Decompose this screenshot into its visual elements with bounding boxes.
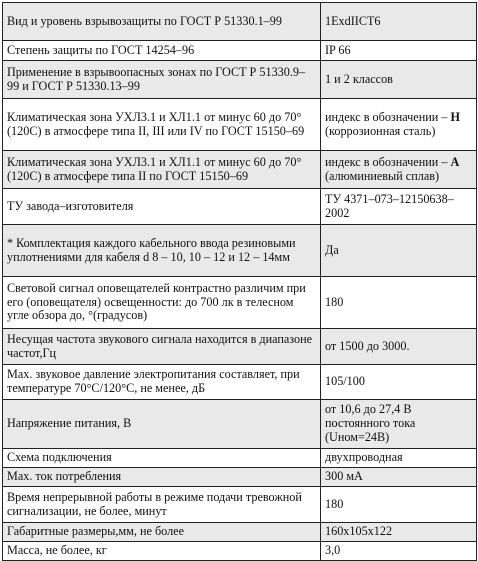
param-cell: Время непрерывной работы в режиме подачи тревожной сигнализации, не более, минут (3, 487, 321, 523)
param-cell: Габаритные размеры,мм, не более (3, 523, 321, 542)
value-prefix: индекс в обозначении – (325, 154, 448, 169)
param-cell: Климатическая зона УХЛ3.1 и ХЛ1.1 от минус 60 до 70°(120С) в атмосфере типа II, III или IV по ГОСТ 15150–69 (3, 99, 321, 151)
table-row (3, 400, 477, 449)
value-cell: 3,0 (321, 542, 477, 561)
value-cell: Да (321, 225, 477, 277)
specifications-table (2, 2, 477, 561)
value-index-letter: Н (450, 109, 460, 124)
param-cell: Применение в взрывоопасных зонах по ГОСТ Р 51330.9–99 и ГОСТ Р 51330.13–99 (3, 61, 321, 99)
table-row (3, 151, 477, 189)
param-cell: Несущая частота звукового сигнала находится в диапазоне частот,Гц (3, 329, 321, 365)
param-cell: * Комплектация каждого кабельного ввода резиновыми уплотнениями для кабеля d 8 – 10, 10 – 12 и 12 – 14мм (3, 225, 321, 277)
param-cell: Схема подключения (3, 449, 321, 468)
value-prefix: индекс в обозначении – (325, 109, 448, 124)
table-row (3, 523, 477, 542)
value-cell: ТУ 4371–073–12150638–2002 (321, 189, 477, 225)
value-cell: от 1500 до 3000. (321, 329, 477, 365)
value-cell: IP 66 (321, 41, 477, 61)
value-cell: 300 мА (321, 468, 477, 487)
value-cell: 1 и 2 классов (321, 61, 477, 99)
value-cell: 1ExdIICT6 (321, 3, 477, 41)
param-cell: Степень защиты по ГОСТ 14254–96 (3, 41, 321, 61)
table-row (3, 3, 477, 41)
param-cell: Масса, не более, кг (3, 542, 321, 561)
table-row (3, 365, 477, 400)
param-cell: Вид и уровень взрывозащиты по ГОСТ Р 51330.1–99 (3, 3, 321, 41)
value-cell: от 10,6 до 27,4 В постоянного тока (Uном=24В) (321, 400, 477, 449)
param-cell: Max. звуковое давление электропитания составляет, при температуре 70°С/120°С, не менее, дБ (3, 365, 321, 400)
value-cell: 180 (321, 487, 477, 523)
table-row (3, 99, 477, 151)
value-suffix: (алюминиевый сплав) (325, 168, 440, 183)
table-row (3, 225, 477, 277)
value-index-letter: А (450, 154, 460, 169)
table-row (3, 468, 477, 487)
value-cell (321, 151, 477, 189)
value-cell: двухпроводная (321, 449, 477, 468)
value-cell (321, 99, 477, 151)
table-row (3, 41, 477, 61)
value-suffix: (коррозионная сталь) (325, 123, 436, 138)
value-cell: 180 (321, 277, 477, 329)
table-row (3, 487, 477, 523)
param-cell: Климатическая зона УХЛ3.1 и ХЛ1.1 от минус 60 до 70°(120С) в атмосфере типа II по ГОСТ 15150–69 (3, 151, 321, 189)
param-cell: Напряжение питания, В (3, 400, 321, 449)
table-row (3, 189, 477, 225)
param-cell: Световой сигнал оповещателей контрастно различим при его (оповещателя) освещенности: до 700 лк в телесном угле обзора до, °(градусов) (3, 277, 321, 329)
table-row (3, 542, 477, 561)
param-cell: ТУ завода–изготовителя (3, 189, 321, 225)
value-cell: 105/100 (321, 365, 477, 400)
table-row (3, 329, 477, 365)
param-cell: Max. ток потребления (3, 468, 321, 487)
table-row (3, 449, 477, 468)
table-row (3, 61, 477, 99)
value-cell: 160х105х122 (321, 523, 477, 542)
table-row (3, 277, 477, 329)
